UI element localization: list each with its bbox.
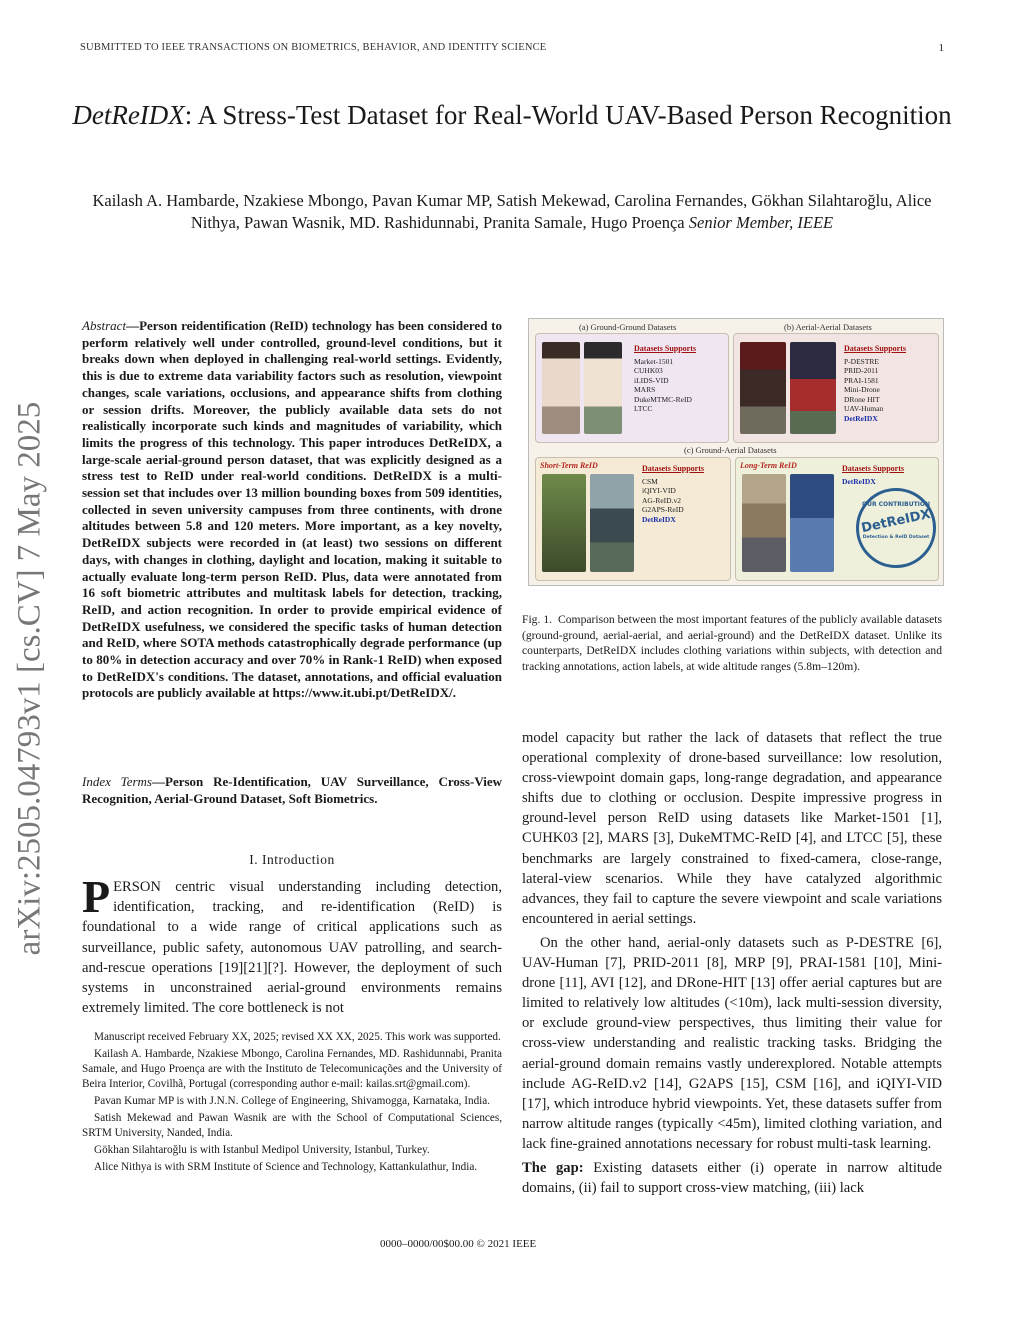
footnotes — [82, 1030, 502, 1177]
person-image — [790, 342, 836, 434]
stamp-bottom-text: Detection & ReID Dataset — [862, 535, 930, 540]
list-item-highlight: DetReIDX — [642, 514, 676, 524]
list-title: Datasets Supports — [844, 344, 907, 353]
list-long-term — [842, 464, 904, 486]
authors-suffix: Senior Member, IEEE — [688, 213, 834, 232]
person-image — [590, 474, 634, 572]
list-item: DRone HIT — [844, 394, 880, 404]
page-number: 1 — [938, 42, 944, 54]
list-item-highlight: DetReIDX — [842, 476, 876, 486]
fig-label-a: (a) Ground-Ground Datasets — [579, 322, 677, 332]
person-image — [542, 342, 580, 434]
fig-label-b: (b) Aerial-Aerial Datasets — [784, 322, 872, 332]
stamp-top-text: OUR CONTRIBUTION — [861, 501, 931, 508]
copyright-line: 0000–0000/00$00.00 © 2021 IEEE — [380, 1238, 537, 1250]
footnote: Pavan Kumar MP is with J.N.N. College of Engineering, Shivamogga, Karnataka, India. — [94, 1095, 491, 1107]
list-title: Datasets Supports — [634, 344, 697, 353]
footnote: Kailash A. Hambarde, Nzakiese Mbongo, Carolina Fernandes, MD. Rashidunnabi, Pranita Samale, and Hugo Proença are with the Instituto de Telecomunicações and the University of Beira Interior, Covilhã, Portugal (corresponding author e-mail: kailas.srt@gmail.com). — [82, 1048, 502, 1090]
abstract-label: Abstract — [82, 318, 127, 333]
paragraph: On the other hand, aerial-only datasets such as P-DESTRE [6], UAV-Human [7], PRID-2011 [8], MRP [9], PRAI-1581 [10], Mini-drone [11], AVI [12], and DRone-HIT [13] offer aerial captures but are limited to relatively low altitudes (<10m), lack multi-session diversity, or exclude ground-view perspectives, thus limiting their value for cross-view understanding and realistic tracking tasks. Bridging the aerial-ground domain remains vastly underexplored. Notable attempts include AG-ReID.v2 [14], G2APS [15], CSM [16], and iQIYI-VID [17], which introduce hybrid viewpoints. Yet, these datasets suffer from narrow altitude ranges (typically <45m), limited clothing variation, and lack fine-grained annotations necessary for robust multi-task learning. — [522, 934, 942, 1152]
person-image — [742, 474, 786, 572]
title-italic: DetReIDX — [72, 100, 185, 130]
caption-text: Comparison between the most important features of the publicly available datasets (ground-ground, aerial-aerial, and aerial-ground) and the DetReIDX dataset. Unlike its counterparts, DetReIDX includes clothing variations within subjects, with detection and tracking annotations, action labels, at wide altitude ranges (5.8m–120m). — [522, 613, 942, 673]
list-item: UAV-Human — [844, 404, 884, 413]
index-label: Index Terms — [82, 774, 152, 789]
arxiv-identifier[interactable]: arXiv:2505.04793v1 [cs.CV] 7 May 2025 — [11, 401, 48, 956]
section-heading: I. Introduction — [249, 852, 335, 867]
footnote: Satish Mekewad and Pawan Wasnik are with the School of Computational Sciences, SRTM University, Nanded, India. — [82, 1112, 502, 1139]
list-item: CSM — [642, 476, 658, 486]
paragraph-gap — [522, 1158, 942, 1198]
list-title: Datasets Supports — [842, 464, 905, 473]
person-image — [740, 342, 786, 434]
drop-cap: P — [82, 871, 111, 922]
list-item: CUHK03 — [634, 366, 663, 375]
list-item: iQIYI-VID — [642, 486, 676, 495]
list-short-term — [642, 464, 704, 524]
figure-caption — [522, 612, 942, 674]
title-rest: : A Stress-Test Dataset for Real-World UAV-Based Person Recognition — [184, 100, 952, 130]
person-image — [584, 342, 622, 434]
list-item: PRID-2011 — [844, 366, 879, 375]
abstract-text: —Person reidentification (ReID) technology has been considered to perform relatively well under controlled, ground-level conditions, but it breaks down when deployed in challenging real-world settings. Evidently, this is due to extreme data variability factors such as resolution, viewpoint changes, scale variations, occlusions, and appearance shifts from clothing or session drifts. Moreover, the publicly available data sets do not realistically incorporate such kinds and magnitudes of variability, which limits the progress of this technology. This paper introduces DetReIDX, a large-scale aerial-ground person dataset, that was explicitly designed as a stress test to ReID under real-world conditions. DetReIDX is a multi-session set that includes over 13 million bounding boxes from 509 identities, collected in seven university campuses from three continents, with drone altitudes between 5.8 and 120 meters. More important, as a key novelty, DetReIDX subjects were recorded in (at least) two sessions on different days, with changes in clothing, daylight and location, making it suitable to actually evaluate long-term person ReID. Plus, data were annotated from 16 soft biometric attributes and multitask labels for detection, tracking, ReID, and action recognition. In order to provide empirical evidence of DetReIDX usefulness, we considered the specific tasks of human detection and ReID, where SOTA methods catastrophically degrade performance (up to 80% in detection accuracy and over 70% in Rank-1 ReID) when exposed to DetReIDX's conditions. The dataset, annotations, and official evaluation protocols are publicly available at https://www.it.ubi.pt/DetReIDX/. — [82, 318, 502, 701]
list-item-highlight: DetReIDX — [844, 413, 878, 423]
authors-names: Kailash A. Hambarde, Nzakiese Mbongo, Pavan Kumar MP, Satish Mekewad, Carolina Fernandes, Gökhan Silahtaroğlu, Alice Nithya, Pawan Wasnik, MD. Rashidunnabi, Pranita Samale, Hugo Proença — [92, 191, 932, 232]
figure-1 — [528, 318, 944, 586]
person-image — [790, 474, 834, 572]
author-list — [80, 190, 944, 234]
contribution-stamp — [856, 488, 936, 568]
list-item: MARS — [634, 385, 656, 394]
right-column-text — [522, 728, 942, 1198]
footnote: Alice Nithya is with SRM Institute of Science and Technology, Kattankulathur, India. — [94, 1161, 478, 1173]
list-title: Datasets Supports — [642, 464, 705, 473]
running-header: SUBMITTED TO IEEE TRANSACTIONS ON BIOMETRICS, BEHAVIOR, AND IDENTITY SCIENCE — [80, 42, 547, 53]
list-ground-ground — [634, 344, 696, 414]
stamp-main-text: DetReIDX — [860, 506, 932, 537]
long-term-label: Long-Term ReID — [740, 461, 797, 470]
list-aerial-aerial — [844, 344, 906, 423]
short-term-label: Short-Term ReID — [540, 461, 598, 470]
footnote: Manuscript received February XX, 2025; revised XX XX, 2025. This work was supported. — [94, 1031, 501, 1043]
caption-label: Fig. 1. — [522, 613, 553, 626]
panel-aerial-aerial — [733, 333, 939, 443]
list-item: P-DESTRE — [844, 356, 880, 366]
footnote: Gökhan Silahtaroğlu is with Istanbul Medipol University, Istanbul, Turkey. — [94, 1144, 430, 1156]
paragraph: model capacity but rather the lack of datasets that reflect the true operational complexity of drone-based surveillance: low resolution, cross-viewpoint domain gaps, long-range degradation, and appearance shifts due to clothing or occlusion. Despite impressive progress in ground-level person ReID using datasets like Market-1501 [1], CUHK03 [2], MARS [3], DukeMTMC-ReID [4], and LTCC [5], these benchmarks are largely constrained to fixed-camera, close-range, lateral-view scenarios. While they have catalyzed algorithmic advances, they fail to capture the severe viewpoint and scale variations encountered in aerial settings. — [522, 730, 942, 927]
list-item: Mini-Drone — [844, 385, 880, 394]
index-text: —Person Re-Identification, UAV Surveillance, Cross-View Recognition, Aerial-Ground Dataset, Soft Biometrics. — [82, 774, 502, 806]
list-item: LTCC — [634, 404, 653, 413]
list-item: Market-1501 — [634, 356, 674, 366]
paper-title — [60, 92, 964, 138]
list-item: AG-ReID.v2 — [642, 495, 681, 505]
fig-label-c: (c) Ground-Aerial Datasets — [684, 445, 777, 455]
panel-short-term — [535, 457, 731, 581]
gap-label: The gap: — [522, 1159, 584, 1176]
list-item: G2APS-ReID — [642, 505, 684, 514]
list-item: PRAI-1581 — [844, 375, 879, 385]
list-item: iLIDS-VID — [634, 375, 669, 385]
list-item: DukeMTMC-ReID — [634, 394, 692, 404]
panel-long-term — [735, 457, 939, 581]
gap-text: Existing datasets either (i) operate in narrow altitude domains, (ii) fail to support cross-view matching, (iii) lack — [522, 1159, 942, 1197]
panel-ground-ground — [535, 333, 729, 443]
abstract — [82, 318, 502, 702]
intro-paragraph — [82, 871, 502, 1018]
person-image — [542, 474, 586, 572]
intro-text: ERSON centric visual understanding including detection, identification, tracking, and re-identification (ReID) is foundational to a wide range of critical applications such as surveillance, public safety, autonomous UAV patrolling, and search-and-rescue operations [19][21][?]. However, the deployment of such systems in unconstrained aerial-ground environments remains extremely limited. The core bottleneck is not — [82, 879, 502, 1017]
index-terms — [82, 773, 502, 807]
